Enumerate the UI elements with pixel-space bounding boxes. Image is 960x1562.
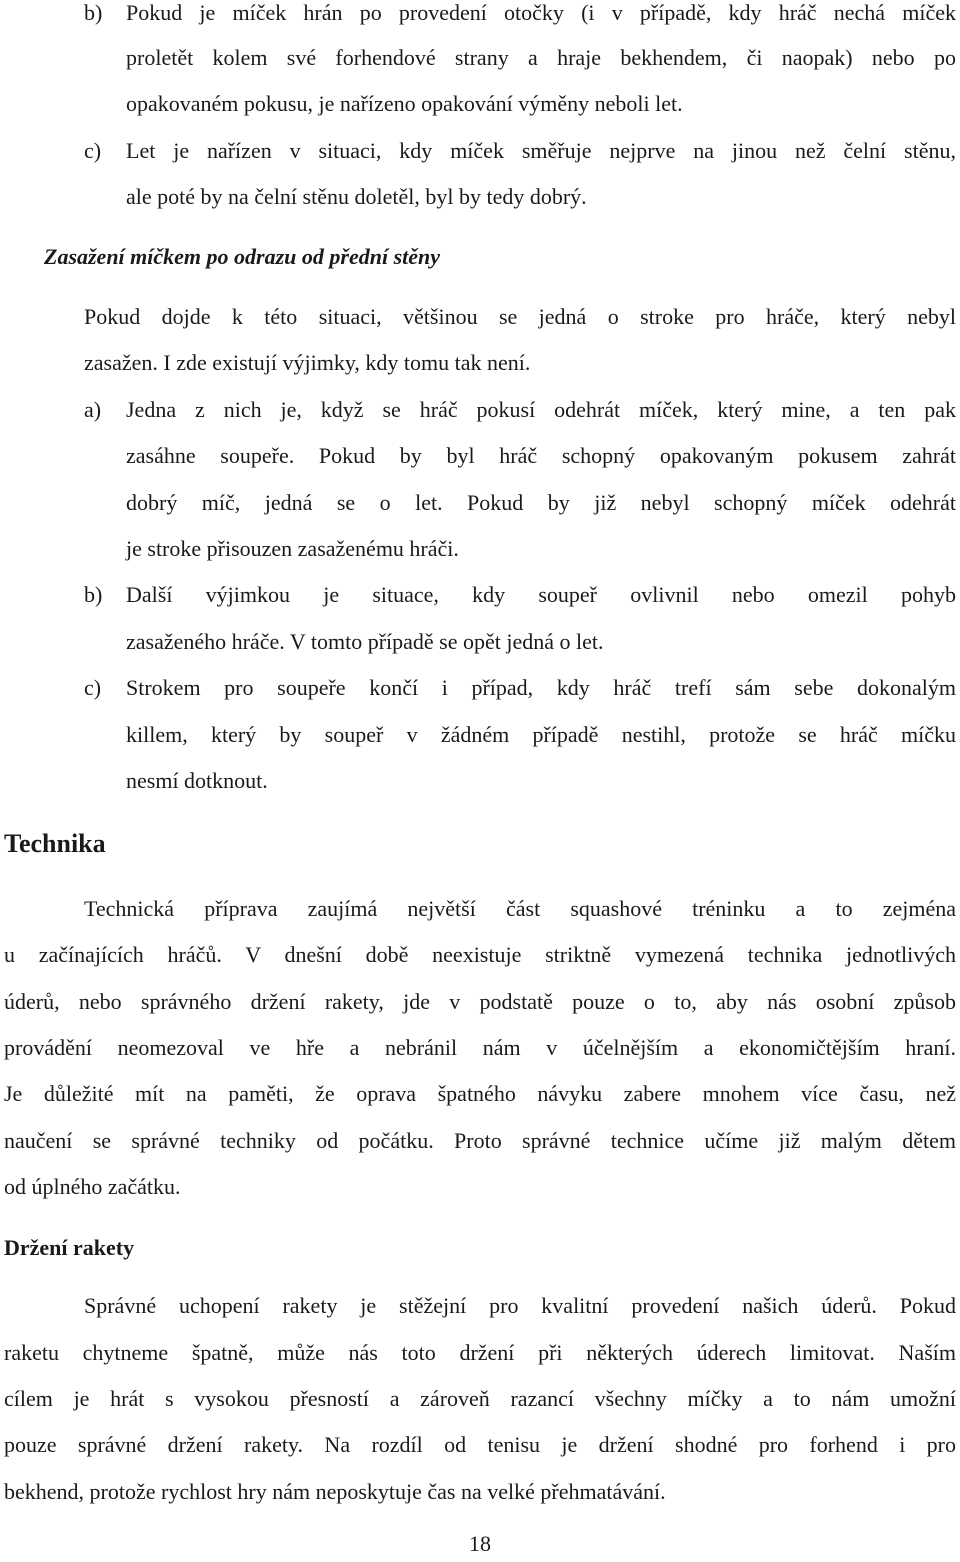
list-item-a-line-3: dobrý míč, jedná se o let. Pokud by již nebyl schopný míček odehrát	[126, 490, 956, 515]
list-marker: c)	[84, 675, 102, 700]
list-item-text: Další výjimkou je situace, kdy soupeř ovlivnil nebo omezil pohyb	[126, 582, 956, 607]
list-item-text: Let je nařízen v situaci, kdy míček směřuje nejprve na jinou než čelní stěnu,	[126, 138, 956, 163]
paragraph-drzeni-line-4: pouze správné držení rakety. Na rozdíl od tenisu je držení shodné pro forhend i pro	[4, 1432, 956, 1457]
paragraph-zasazeni-line-1: Pokud dojde k této situaci, většinou se jedná o stroke pro hráče, který nebyl	[84, 304, 956, 329]
list-item-b-line-2: proletět kolem své forhendové strany a hraje bekhendem, či naopak) nebo po	[126, 45, 956, 70]
paragraph-technika-line-1: Technická příprava zaujímá největší část squashové tréninku a to zejména	[84, 896, 956, 921]
list-item-c2-line-1	[84, 665, 956, 711]
list-item-b-line-3: opakovaném pokusu, je nařízeno opakování výměny neboli let.	[126, 91, 683, 116]
list-marker: b)	[84, 582, 103, 607]
paragraph-technika-line-2: u začínajících hráčů. V dnešní době neexistuje striktně vymezená technika jednotlivých	[4, 942, 956, 967]
list-item-c2-line-3: nesmí dotknout.	[126, 768, 268, 793]
list-item-c-line-1	[84, 128, 956, 174]
paragraph-technika-line-7: od úplného začátku.	[4, 1174, 181, 1199]
paragraph-technika-line-6: naučení se správné techniky od počátku. Proto správné technice učíme již malým dětem	[4, 1128, 956, 1153]
list-item-c2-line-2: killem, který by soupeř v žádném případě nestihl, protože se hráč míčku	[126, 722, 956, 747]
list-marker: c)	[84, 138, 102, 163]
list-item-text: Strokem pro soupeře končí i případ, kdy hráč trefí sám sebe dokonalým	[126, 675, 956, 700]
list-item-c-line-2: ale poté by na čelní stěnu doletěl, byl by tedy dobrý.	[126, 184, 587, 209]
paragraph-zasazeni-line-2: zasažen. I zde existují výjimky, kdy tomu tak není.	[84, 350, 531, 375]
list-item-b2-line-2: zasaženého hráče. V tomto případě se opět jedná o let.	[126, 629, 604, 654]
page-number: 18	[469, 1531, 491, 1556]
paragraph-drzeni-line-3: cílem je hrát s vysokou přesností a zároveň razancí všechny míčky a to nám umožní	[4, 1386, 956, 1411]
paragraph-drzeni-line-2: raketu chytneme špatně, může nás toto držení při některých úderech limitovat. Naším	[4, 1340, 956, 1365]
list-item-b-line-1	[84, 0, 956, 36]
section-heading-technika: Technika	[4, 829, 106, 858]
list-marker: b)	[84, 0, 103, 25]
list-item-a-line-2: zasáhne soupeře. Pokud by byl hráč schopný opakovaným pokusem zahrát	[126, 443, 956, 468]
paragraph-drzeni-line-5: bekhend, protože rychlost hry nám neposkytuje čas na velké přehmatávání.	[4, 1479, 666, 1504]
list-marker: a)	[84, 397, 102, 422]
paragraph-drzeni-line-1: Správné uchopení rakety je stěžejní pro kvalitní provedení našich úderů. Pokud	[84, 1293, 956, 1318]
subheading-zasazeni: Zasažení míčkem po odrazu od přední stěny	[44, 244, 441, 269]
list-item-a-line-4: je stroke přisouzen zasaženému hráči.	[126, 536, 459, 561]
subheading-drzeni-rakety: Držení rakety	[4, 1235, 135, 1260]
list-item-text: Jedna z nich je, když se hráč pokusí odehrát míček, který mine, a ten pak	[126, 397, 956, 422]
list-item-text: Pokud je míček hrán po provedení otočky (i v případě, kdy hráč nechá míček	[126, 0, 956, 25]
list-item-b2-line-1	[84, 572, 956, 618]
paragraph-technika-line-3: úderů, nebo správného držení rakety, jde v podstatě pouze o to, aby nás osobní způsob	[4, 989, 956, 1014]
paragraph-technika-line-5: Je důležité mít na paměti, že oprava špatného návyku zabere mnohem více času, než	[4, 1081, 956, 1106]
paragraph-technika-line-4: provádění neomezoval ve hře a nebránil nám v účelnějším a ekonomičtějším hraní.	[4, 1035, 956, 1060]
list-item-a-line-1	[84, 387, 956, 433]
